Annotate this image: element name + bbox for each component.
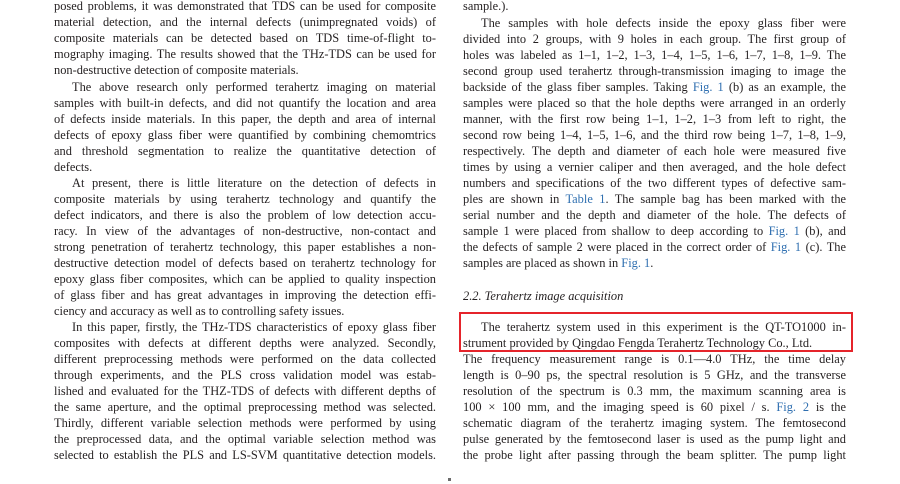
left-line-26: Thirdly, different variable selection methods were performed by using — [54, 416, 436, 430]
right-line-19: strument provided by Qingdao Fengda Terahertz Technology Co., Ltd. — [463, 336, 813, 350]
left-line-18: of glass fiber and has great advantages in improving the detection effi- — [54, 288, 436, 302]
right-line-16-text-b: . — [650, 256, 654, 270]
left-line-27: the preprocessed data, and the optimal variable selection method was — [54, 432, 436, 446]
left-line-7: of defects inside materials. In this paper, the depth and area of internal — [54, 112, 436, 126]
left-line-12: composite materials by using terahertz technology and quantify the — [54, 192, 436, 206]
page-mark — [448, 478, 451, 481]
right-line-3: holes was labeled as 1–1, 1–2, 1–3, 1–4, 1–5, 1–6, 1–7, 1–8, 1–9. The — [463, 48, 846, 62]
right-line-2: divided into 2 groups, with 9 holes in each group. The first group of — [463, 32, 846, 46]
right-line-16-text-a: samples are placed as shown in — [463, 256, 619, 270]
right-line-9: respectively. The depth and diameter of each hole were measured five — [463, 144, 846, 158]
right-line-11: numbers and specifications of the two different types of defective sam- — [463, 176, 846, 190]
right-line-1: The samples with hole defects inside the epoxy glass fiber were — [481, 16, 846, 30]
right-line-12-text-b: . The sample bag has been marked with the — [605, 192, 847, 206]
right-line-4: second group used terahertz through-transmission imaging to image the — [463, 64, 846, 78]
right-line-14-text-a: sample 1 were placed from shallow to deep according to — [463, 224, 764, 238]
right-line-10: times by using a vernier caliper and then averaged, and the hole defect — [463, 160, 846, 174]
left-line-2: composite materials can be detected based on TDS time-of-flight to- — [54, 31, 436, 45]
right-line-12 — [463, 192, 846, 208]
right-line-15-text-b: (c). The — [805, 240, 846, 254]
right-line-8: second row being 1–4, 1–5, 1–6, and the third row being 1–7, 1–8, 1–9, — [463, 128, 846, 142]
right-line-5-text-a: backside of the glass fiber samples. Taking — [463, 80, 688, 94]
left-line-4: non-destructive detection of composite materials. — [54, 63, 299, 77]
section-heading: 2.2. Terahertz image acquisition — [463, 289, 624, 303]
figure-1-link[interactable]: Fig. 1 — [621, 256, 651, 270]
figure-2-link[interactable]: Fig. 2 — [776, 400, 810, 414]
right-line-5-text-b: (b) as an example, the — [728, 80, 846, 94]
right-line-14 — [463, 224, 846, 240]
left-line-6: samples with built-in defects, and did not quantify the location and area — [54, 96, 436, 110]
right-line-6: samples were placed so that the hole depths were arranged in an orderly — [463, 96, 846, 110]
left-line-8: defects of epoxy glass fiber were quantified by combining chemomtrics — [54, 128, 436, 142]
left-line-5: The above research only performed terahertz imaging on material — [72, 80, 436, 94]
right-line-7: manner, with the first row being 1–1, 1–2, 1–3 from left to right, the — [463, 112, 846, 126]
left-line-15: strong penetration of terahertz technology, this paper establishes a non- — [54, 240, 436, 254]
left-line-20: In this paper, firstly, the THz-TDS characteristics of epoxy glass fiber — [72, 320, 436, 334]
left-line-10: defects. — [54, 160, 93, 174]
figure-1-link[interactable]: Fig. 1 — [768, 224, 800, 238]
right-line-5 — [463, 80, 846, 96]
left-line-9: and threshold segmentation to realize the quantitative detection of — [54, 144, 436, 158]
right-line-12-text-a: ples are shown in — [463, 192, 560, 206]
left-line-13: defect indicators, and there is also the problem of low detection accu- — [54, 208, 436, 222]
left-line-28: selected to establish the PLS and LS-SVM quantitative detection models. — [54, 448, 436, 462]
left-line-23: through experiments, and the PLS cross validation model was estab- — [54, 368, 436, 382]
right-line-21: length is 0–90 ps, the spectral resolution is 5 GHz, and the transverse — [463, 368, 846, 382]
right-line-20: The frequency measurement range is 0.1—4.0 THz, the time delay — [463, 352, 846, 366]
right-line-14-text-b: (b), and — [805, 224, 846, 238]
right-line-26: the probe light after passing through the beam splitter. The pump light — [463, 448, 846, 462]
left-line-19: ciency and accuracy as well as to controlling safety issues. — [54, 304, 345, 318]
right-line-15 — [463, 240, 846, 256]
left-line-3: mography imaging. The results showed that the THz-TDS can be used for — [54, 47, 436, 61]
highlight-box — [459, 312, 853, 352]
right-line-18: The terahertz system used in this experiment is the QT-TO1000 in- — [481, 320, 846, 334]
left-line-1: material detection, and the internal defects (unimpregnated voids) of — [54, 15, 436, 29]
left-line-21: composites with defects at different depths were analyzed. Secondly, — [54, 336, 436, 350]
right-line-23 — [463, 400, 846, 416]
left-line-16: destructive detection model of defects based on terahertz technology for — [54, 256, 436, 270]
right-line-0: sample.). — [463, 0, 509, 13]
figure-1-link[interactable]: Fig. 1 — [770, 240, 802, 254]
table-1-link[interactable]: Table 1 — [565, 192, 606, 206]
left-line-24: lished and evaluated for the THZ-TDS of defects with different depths of — [54, 384, 436, 398]
figure-1-link[interactable]: Fig. 1 — [692, 80, 724, 94]
left-line-0: posed problems, it was demonstrated that TDS can be used for composite — [54, 0, 436, 13]
right-line-16 — [463, 256, 846, 272]
left-line-14: racy. In view of the advantages of non-destructive, non-contact and — [54, 224, 436, 238]
right-line-24: schematic diagram of the terahertz imaging system. The femtosecond — [463, 416, 846, 430]
left-line-11: At present, there is little literature on the detection of defects in — [72, 176, 436, 190]
left-line-22: different preprocessing methods were performed on the data collected — [54, 352, 436, 366]
left-line-17: epoxy glass fiber composites, which can be applied to quality inspection — [54, 272, 436, 286]
right-line-25: pulse generated by the femtosecond laser is used as the pump light and — [463, 432, 846, 446]
right-line-23-text-b: is the — [815, 400, 846, 414]
right-line-22: resolution of the spectrum is 0.3 mm, the maximum scanning area is — [463, 384, 846, 398]
right-line-15-text-a: the defects of sample 2 were placed in the correct order of — [463, 240, 767, 254]
left-line-25: the same aperture, and the optimal preprocessing method was selected. — [54, 400, 436, 414]
right-line-13: serial number and the depth and diameter of the hole. The defects of — [463, 208, 846, 222]
right-line-23-text-a: 100 × 100 mm, and the imaging speed is 60 pixel / s. — [463, 400, 770, 414]
